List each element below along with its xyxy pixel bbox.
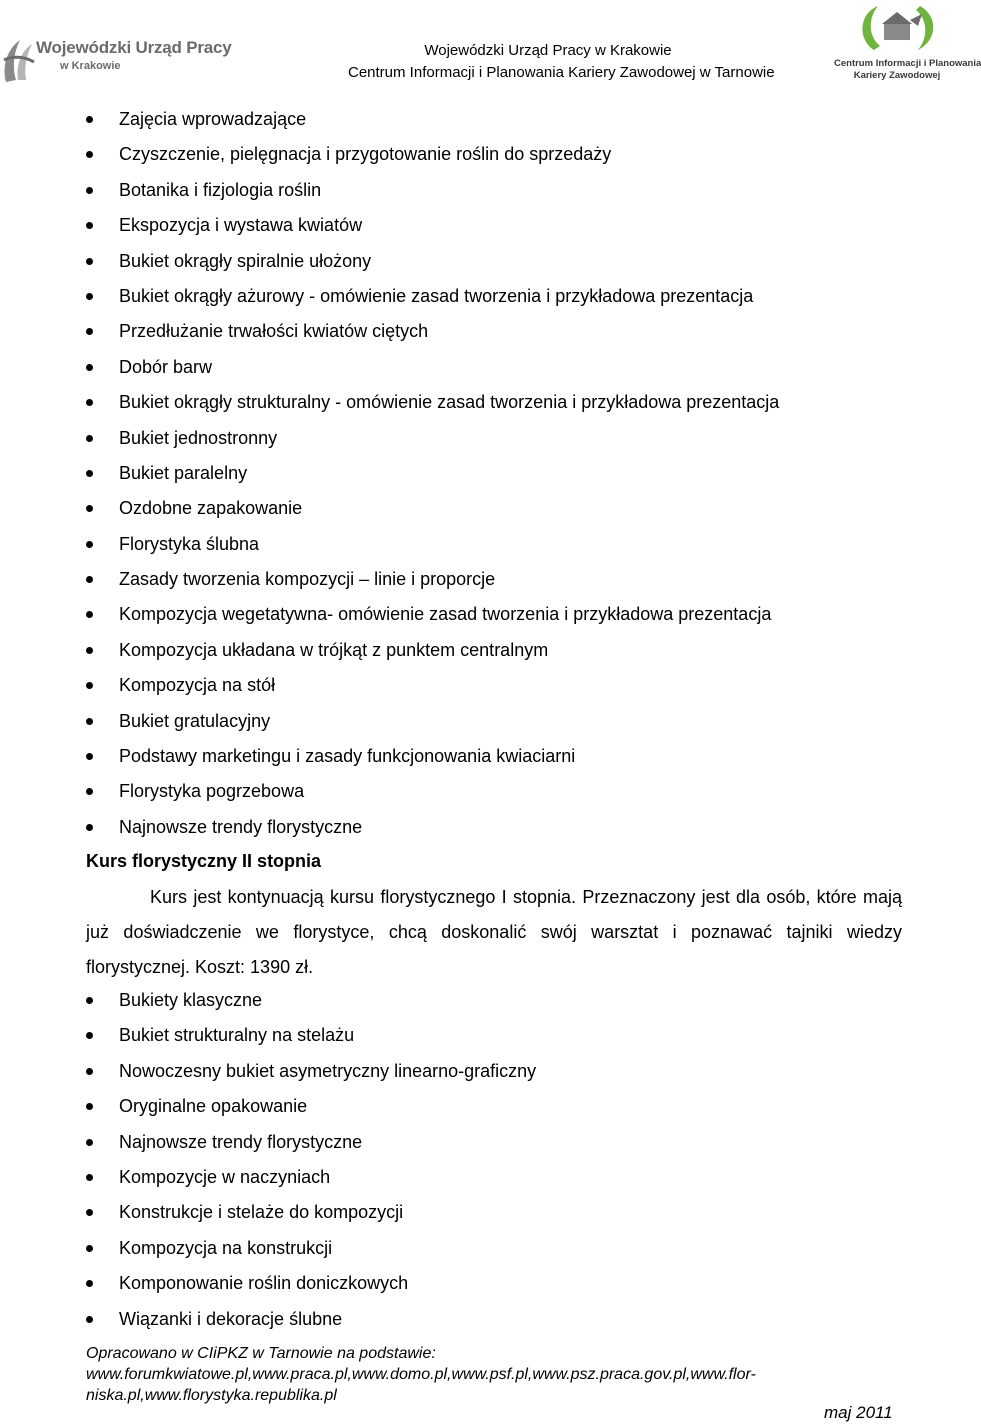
ciipkz-logo-line-1: Centrum Informacji i Planowania <box>834 58 981 69</box>
list-item <box>0 208 900 243</box>
list-item-text: Kompozycje w naczyniach <box>119 1166 331 1187</box>
bullet-icon <box>86 1174 93 1181</box>
sources-footer <box>86 1343 866 1406</box>
bullet-icon <box>86 470 93 477</box>
bullet-icon <box>86 1032 93 1039</box>
list-item <box>0 704 900 739</box>
list-item-text: Bukiety klasyczne <box>119 990 263 1010</box>
list-item-text: Bukiet okrągły spiralnie ułożony <box>119 250 372 271</box>
header-line-2: Centrum Informacji i Planowania Kariery Zawodowej w Tarnowie <box>348 64 775 81</box>
course-topics-list-1 <box>0 102 900 845</box>
list-item-text: Ozdobne zapakowanie <box>119 498 303 519</box>
list-item <box>0 1266 900 1301</box>
list-item-text: Kompozycja na konstrukcji <box>119 1237 333 1258</box>
list-item <box>0 350 900 385</box>
list-item <box>0 668 900 703</box>
list-item-text: Bukiet okrągły strukturalny - omówienie zasad tworzenia i przykładowa prezentacja <box>119 392 780 413</box>
list-item-text: Wiązanki i dekoracje ślubne <box>119 1308 343 1329</box>
bullet-icon <box>86 541 93 548</box>
wup-logo-icon <box>0 30 40 90</box>
bullet-icon <box>86 1103 93 1110</box>
bullet-icon <box>86 435 93 442</box>
bullet-icon <box>86 364 93 371</box>
list-item <box>0 102 900 137</box>
list-item-text: Czyszczenie, pielęgnacja i przygotowanie roślin do sprzedaży <box>119 144 612 165</box>
list-item-text: Najnowsze trendy florystyczne <box>119 816 363 837</box>
bullet-icon <box>86 1245 93 1252</box>
section-title: Kurs florystyczny II stopnia <box>86 851 322 871</box>
list-item <box>0 1125 900 1160</box>
list-item-text: Konstrukcje i stelaże do kompozycji <box>119 1202 404 1223</box>
list-item <box>0 1195 900 1230</box>
header-line-1: Wojewódzki Urząd Pracy w Krakowie <box>424 42 672 59</box>
footer-line-3: niska.pl,www.florystyka.republika.pl <box>86 1387 337 1404</box>
list-item-text: Podstawy marketingu i zasady funkcjonowania kwiaciarni <box>119 746 576 767</box>
wup-logo-city: w Krakowie <box>60 60 121 72</box>
list-item <box>0 810 900 845</box>
list-item <box>0 491 900 526</box>
ciipkz-logo-line-2: Kariery Zawodowej <box>853 70 941 81</box>
list-item <box>0 1054 900 1089</box>
list-item <box>0 314 900 349</box>
list-item-text: Kompozycja na stół <box>119 675 276 696</box>
bullet-icon <box>86 1209 93 1216</box>
list-item <box>0 739 900 774</box>
bullet-icon <box>86 187 93 194</box>
list-item-text: Bukiet okrągły ażurowy - omówienie zasad tworzenia i przykładowa prezentacja <box>119 285 754 306</box>
list-item <box>0 137 900 172</box>
ciipkz-logo-icon <box>844 0 950 56</box>
list-item <box>0 983 900 1018</box>
bullet-icon <box>86 505 93 512</box>
list-item-text: Kompozycja układana w trójkąt z punktem centralnym <box>119 639 549 660</box>
bullet-icon <box>86 1139 93 1146</box>
list-item <box>0 421 900 456</box>
bullet-icon <box>86 753 93 760</box>
list-item <box>0 527 900 562</box>
list-item-text: Nowoczesny bukiet asymetryczny linearno-graficzny <box>119 1060 537 1081</box>
bullet-icon <box>86 718 93 725</box>
list-item <box>0 1160 900 1195</box>
list-item-text: Florystyka pogrzebowa <box>119 781 305 802</box>
list-item <box>0 633 900 668</box>
list-item-text: Bukiet gratulacyjny <box>119 710 271 731</box>
wup-logo <box>0 30 240 90</box>
list-item-text: Florystyka ślubna <box>119 533 260 554</box>
list-item-text: Zasady tworzenia kompozycji – linie i proporcje <box>119 569 496 590</box>
bullet-icon <box>86 116 93 123</box>
list-item <box>0 456 900 491</box>
bullet-icon <box>86 824 93 831</box>
bullet-icon <box>86 399 93 406</box>
bullet-icon <box>86 222 93 229</box>
footer-line-2: www.forumkwiatowe.pl,www.praca.pl,www.domo.pl,www.psf.pl,www.psz.praca.gov.pl,www.flor- <box>86 1366 756 1383</box>
bullet-icon <box>86 788 93 795</box>
bullet-icon <box>86 682 93 689</box>
list-item-text: Botanika i fizjologia roślin <box>119 179 322 200</box>
bullet-icon <box>86 293 93 300</box>
bullet-icon <box>86 647 93 654</box>
list-item-text: Dobór barw <box>119 356 213 377</box>
bullet-icon <box>86 328 93 335</box>
list-item <box>0 173 900 208</box>
list-item <box>0 1018 900 1053</box>
bullet-icon <box>86 1316 93 1323</box>
bullet-icon <box>86 611 93 618</box>
course-topics-list-2 <box>0 983 900 1337</box>
list-item-text: Bukiet paralelny <box>119 462 248 483</box>
wup-logo-name: Wojewódzki Urząd Pracy <box>36 38 232 57</box>
list-item-text: Kompozycja wegetatywna- omówienie zasad tworzenia i przykładowa prezentacja <box>119 604 772 625</box>
document-date: maj 2011 <box>824 1403 893 1422</box>
list-item-text: Oryginalne opakowanie <box>119 1096 308 1117</box>
list-item <box>0 597 900 632</box>
list-item-text: Komponowanie roślin doniczkowych <box>119 1273 409 1294</box>
list-item-text: Ekspozycja i wystawa kwiatów <box>119 215 363 236</box>
bullet-icon <box>86 1280 93 1287</box>
header-title <box>348 40 775 84</box>
list-item <box>0 1089 900 1124</box>
list-item-text: Bukiet strukturalny na stelażu <box>119 1025 355 1046</box>
bullet-icon <box>86 997 93 1004</box>
list-item <box>0 1302 900 1337</box>
list-item <box>0 385 900 420</box>
list-item <box>0 774 900 809</box>
footer-line-1: Opracowano w CIiPKZ w Tarnowie na podstawie: <box>86 1345 436 1362</box>
list-item <box>0 1231 900 1266</box>
bullet-icon <box>86 151 93 158</box>
list-item <box>0 562 900 597</box>
list-item <box>0 279 900 314</box>
list-item-text: Najnowsze trendy florystyczne <box>119 1131 363 1152</box>
bullet-icon <box>86 576 93 583</box>
list-item-text: Zajęcia wprowadzające <box>119 109 307 129</box>
ciipkz-logo <box>834 0 981 90</box>
list-item-text: Bukiet jednostronny <box>119 427 278 448</box>
bullet-icon <box>86 258 93 265</box>
list-item <box>0 244 900 279</box>
list-item-text: Przedłużanie trwałości kwiatów ciętych <box>119 321 429 342</box>
bullet-icon <box>86 1068 93 1075</box>
course-description: Kurs jest kontynuacją kursu florystycznego I stopnia. Przeznaczony jest dla osób, które mają już doświadczenie we florystyce, chcą doskonalić swój warsztat i poznawać tajniki wiedzy florystycznej. Koszt: 1390 zł. <box>86 887 902 977</box>
